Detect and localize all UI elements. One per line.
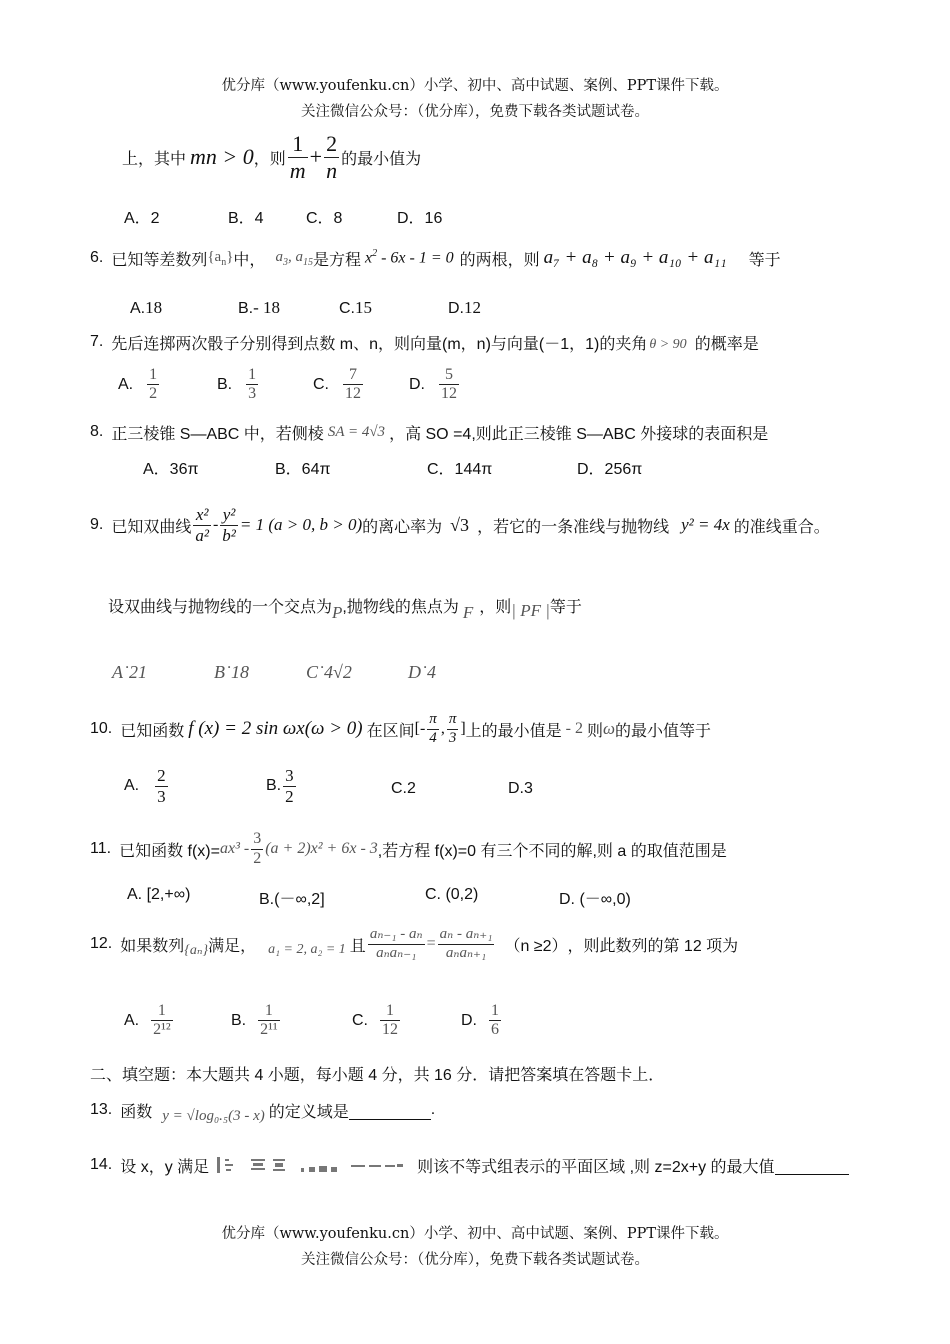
q9-equation-rest: = 1 (a > 0, b > 0) [239,515,363,534]
footer-line-2: 关注微信公众号：（优分库），免费下载各类试题试卷。 [301,1252,649,1268]
q5-option-d: D．16 [397,210,443,227]
question-10-stem: 10. 已知函数 f (x) = 2 sin ωx(ω > 0) 在区间 [- $\frac{\pi}{4}$ , $\frac{\pi}{3}$ ] 上的最小值是 - 2 则 ω 的最小值等于 [90,711,712,746]
q9-option-a: A˙21 [112,662,147,682]
q12-right-fraction: $\frac{\text{aₙ - aₙ₊₁}}{\text{aₙaₙ₊₁}}$ [439,926,493,961]
q14-inequality-system-image [211,1155,415,1175]
q11-fraction: $\frac{3}{2}$ [253,830,262,867]
q9-option-d: D˙4 [408,662,436,682]
header-line-1: 优分库（www.youfenku.cn）小学、初中、高中试题、案例、PPT课件下载。 [221,78,729,94]
q9-option-b: B˙18 [214,662,249,682]
question-6-stem: 6. 已知等差数列 $\{a_n\}$ 中， $a_3$, $a_{15}$ 是方程 $x^2 - 6x - 1 = 0$ 的两根，则 a₇ + a₈ + a₉ + a₁₀ + a₁₁ 等于 [90,247,781,269]
q12-option-c: C. $\frac{1}{12}$ [352,1002,398,1039]
q8-option-c: C．144π [427,461,493,478]
q6-option-b: B.- 18 [238,298,281,317]
footer-line-1: 优分库（www.youfenku.cn）小学、初中、高中试题、案例、PPT课件下载。 [221,1226,729,1242]
q11-expr-b: (a + 2)x² + 6x - 3 [265,840,378,857]
q7-option-c: C. $\frac{7}{12}$ [313,366,361,403]
q7-option-b: B. $\frac{1}{3}$ [217,366,257,403]
q11-expr-a: ax³ - [219,840,250,857]
header-line-2: 关注微信公众号：（优分库），免费下载各类试题试卷。 [301,104,649,120]
q13-function: y = √log₀.₅(3 - x) [162,1107,265,1124]
q11-option-a: A. [2,+∞) [127,886,191,903]
question-14-stem: 14. 设 x，y 满足 则该不等式组表示的平面区域 ,则 z=2x+y 的最大值 [90,1152,849,1178]
q10-option-d: D.3 [508,780,533,797]
question-12-stem: 12. 如果数列 {aₙ} 满足， a₁ = 2, a₂ = 1 且 $\frac{\text{aₙ₋₁ - aₙ}}{\text{aₙaₙ₋₁}}$ = $\frac{\text{aₙ - aₙ₊₁}}{\text{aₙaₙ₊₁}}$ （n ≥2） ，则此数列的第 12 项为 [90,926,739,961]
q12-option-d: D. $\frac{1}{6}$ [461,1002,499,1039]
question-13-stem: 13. 函数 y = √log₀.₅(3 - x) 的定义域是 . [90,1101,436,1124]
q14-answer-blank[interactable] [775,1156,849,1175]
question-11-stem: 11. 已知函数 f(x)= ax³ - $\frac{3}{2}$ (a + 2)x² + 6x - 3 ,若方程 f(x)=0 有三个不同的解,则 a 的取值范围是 [90,830,727,867]
q10-option-b: B. $\frac{3}{2}$ [266,766,294,806]
q6-option-d: D.12 [448,298,481,317]
q9-point-p: P [332,603,343,622]
q9-parabola: y² = 4x [681,515,730,534]
q9-eccentricity: √3 [450,514,470,535]
q11-option-d: D. (－∞,0) [559,891,631,908]
q12-sequence: {aₙ} [184,942,209,958]
section-2-heading: 二、填空题：本大题共 4 小题，每小题 4 分，共 16 分．请把答案填在答题卡上． [90,1067,665,1084]
q13-answer-blank[interactable] [349,1101,431,1120]
q10-function: f (x) = 2 sin ωx(ω > 0) [188,718,363,739]
q12-condition: （n ≥2） [504,937,568,955]
q12-option-a: A. $\frac{1}{\text{2¹²}}$ [124,1002,171,1039]
q12-left-fraction: $\frac{\text{aₙ₋₁ - aₙ}}{\text{aₙaₙ₋₁}}$ [369,926,423,961]
q5-fraction-1: $\frac{1}{m}$ [289,131,306,183]
q10-option-c: C.2 [391,780,416,797]
q5-option-b: B．4 [228,210,264,227]
question-8-stem: 8. 正三棱锥 S—ABC 中，若侧棱 SA = 4√3 ，高 SO =4,则此正三棱锥 S—ABC 外接球的表面积是 [90,423,769,443]
q6-option-c: C.15 [339,298,372,317]
q12-option-b: B. $\frac{1}{\text{2¹¹}}$ [231,1002,278,1039]
q10-interval-right: $\frac{\pi}{3}$ [448,711,457,746]
q8-option-d: D．256π [577,461,643,478]
q8-option-a: A．36π [143,461,199,478]
q5-option-c: C．8 [306,210,343,227]
q8-option-b: B．64π [275,461,331,478]
q7-option-a: A. $\frac{1}{2}$ [118,366,158,403]
q11-option-c: C. (0,2) [425,886,479,903]
question-5-stem: 上，其中 mn > 0 ，则 $\frac{1}{m}$ + $\frac{2}{n}$ 的最小值为 [122,131,422,183]
q10-option-a: A. $\frac{2}{3}$ [124,766,166,806]
q6-sequence: $\{a_n\}$ [207,248,234,268]
q10-min-value: - 2 [565,720,583,737]
q8-edge-condition: SA = 4√3 [327,423,386,440]
q5-condition: mn > 0 [190,144,254,169]
q12-initial-terms: a₁ = 2, a₂ = 1 [268,942,346,957]
q6-sum-expression: a₇ + a₈ + a₉ + a₁₀ + a₁₁ [543,247,727,268]
q9-distance-pf: | PF | [511,601,550,620]
question-9-line-2: 设双曲线与抛物线的一个交点为 P ,抛物线的焦点为 F ，则 | PF | 等于 [108,598,582,622]
q10-interval-left: $\frac{\pi}{4}$ [429,711,437,746]
q9-fraction-x: $\frac{\text{x²}}{\text{a²}}$ [195,504,209,545]
question-9-stem: 9. 已知双曲线 $\frac{\text{x²}}{\text{a²}}$ - $\frac{\text{y²}}{\text{b²}}$ = 1 (a > 0, b > 0) 的离心率为 √3 ，若它的一条准线与抛物线 y² = 4x 的准线重合。 [90,504,830,545]
q6-option-a: A.18 [130,298,163,317]
q9-focus-f: F [462,603,474,622]
q9-fraction-y: $\frac{\text{y²}}{\text{b²}}$ [222,504,236,545]
q5-option-a: A．2 [124,210,160,227]
q7-option-d: D. $\frac{5}{12}$ [409,366,457,403]
q6-roots: $a_3$, $a_{15}$ [275,248,313,268]
q7-angle-condition: θ > 90 [649,337,687,352]
q5-fraction-2: $\frac{2}{n}$ [326,131,338,183]
q6-equation: $x^2 - 6x - 1 = 0$ [364,248,454,267]
q9-option-c: C˙4√2 [306,662,352,682]
question-7-stem: 7. 先后连掷两次骰子分别得到点数 m、n，则向量(m，n)与向量(－1，1)的夹角 θ > 90 的概率是 [90,333,759,353]
q11-option-b: B.(－∞,2] [259,891,325,908]
